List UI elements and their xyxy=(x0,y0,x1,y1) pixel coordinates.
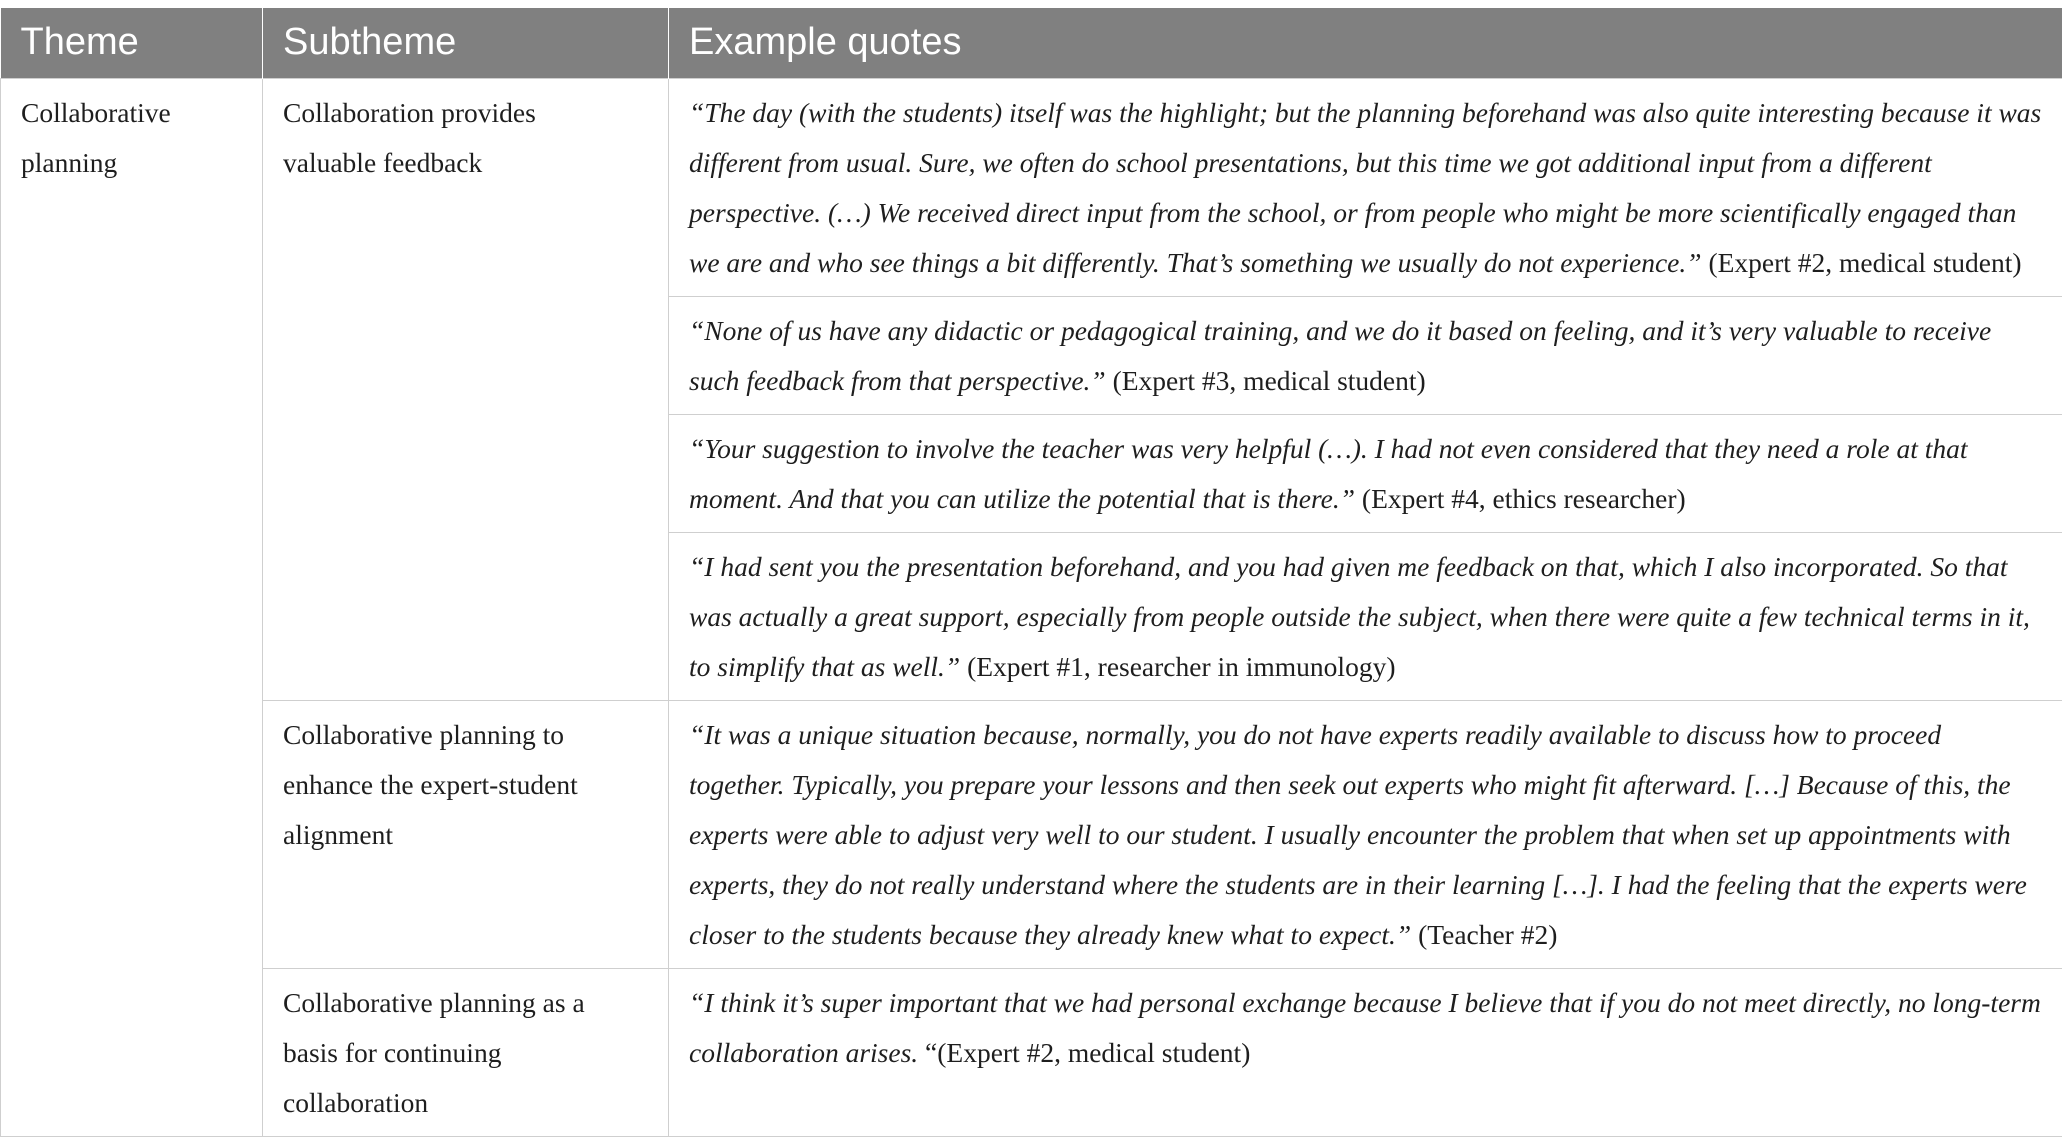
table-row xyxy=(1,700,2062,968)
quote-cell xyxy=(669,968,2062,1136)
header-subtheme: Subtheme xyxy=(263,8,669,78)
quote-source: “(Expert #2, medical student) xyxy=(925,1037,1250,1068)
theme-cell: Collaborative planning xyxy=(1,78,263,1136)
quote-source: (Expert #3, medical student) xyxy=(1106,365,1426,396)
subtheme-cell: Collaboration provides valuable feedback xyxy=(263,78,669,700)
quote-text: “None of us have any didactic or pedagogical training, and we do it based on feeling, and it’s very valuable to receive such feedback from that perspective.” xyxy=(689,315,1991,396)
quote-cell xyxy=(669,532,2062,700)
table-row xyxy=(1,78,2062,296)
subtheme-cell: Collaborative planning as a basis for continuing collaboration xyxy=(263,968,669,1136)
subtheme-cell: Collaborative planning to enhance the expert-student alignment xyxy=(263,700,669,968)
quote-text: “It was a unique situation because, normally, you do not have experts readily available to discuss how to proceed together. Typically, you prepare your lessons and then seek out experts who might fit afterward. […] Because of this, the experts were able to adjust very well to our student. I usually encounter the problem that when set up appointments with experts, they do not really understand where the students are in their learning […]. I had the feeling that the experts were closer to the students because they already knew what to expect.” xyxy=(689,719,2027,950)
header-theme: Theme xyxy=(1,8,263,78)
quote-text: “Your suggestion to involve the teacher was very helpful (…). I had not even considered that they need a role at that moment. And that you can utilize the potential that is there.” xyxy=(689,433,1968,514)
quote-cell xyxy=(669,296,2062,414)
quote-source: (Expert #2, medical student) xyxy=(1702,247,2022,278)
quotes-table xyxy=(0,8,2062,1137)
quote-cell xyxy=(669,700,2062,968)
quote-source: (Expert #4, ethics researcher) xyxy=(1355,483,1686,514)
quote-text: “I think it’s super important that we had personal exchange because I believe that if you do not meet directly, no long-term collaboration arises. xyxy=(689,987,2041,1068)
quote-source: (Teacher #2) xyxy=(1411,919,1557,950)
header-example-quotes: Example quotes xyxy=(669,8,2062,78)
quote-text: “The day (with the students) itself was the highlight; but the planning beforehand was also quite interesting because it was different from usual. Sure, we often do school presentations, but this time we got additional input from a different perspective. (…) We received direct input from the school, or from people who might be more scientifically engaged than we are and who see things a bit differently. That’s something we usually do not experience.” xyxy=(689,97,2041,278)
quote-source: (Expert #1, researcher in immunology) xyxy=(960,651,1395,682)
header-row xyxy=(1,8,2062,78)
quote-text: “I had sent you the presentation beforehand, and you had given me feedback on that, which I also incorporated. So that was actually a great support, especially from people outside the subject, when there were quite a few technical terms in it, to simplify that as well.” xyxy=(689,551,2030,682)
table-row xyxy=(1,968,2062,1136)
quote-cell xyxy=(669,78,2062,296)
quote-cell xyxy=(669,414,2062,532)
